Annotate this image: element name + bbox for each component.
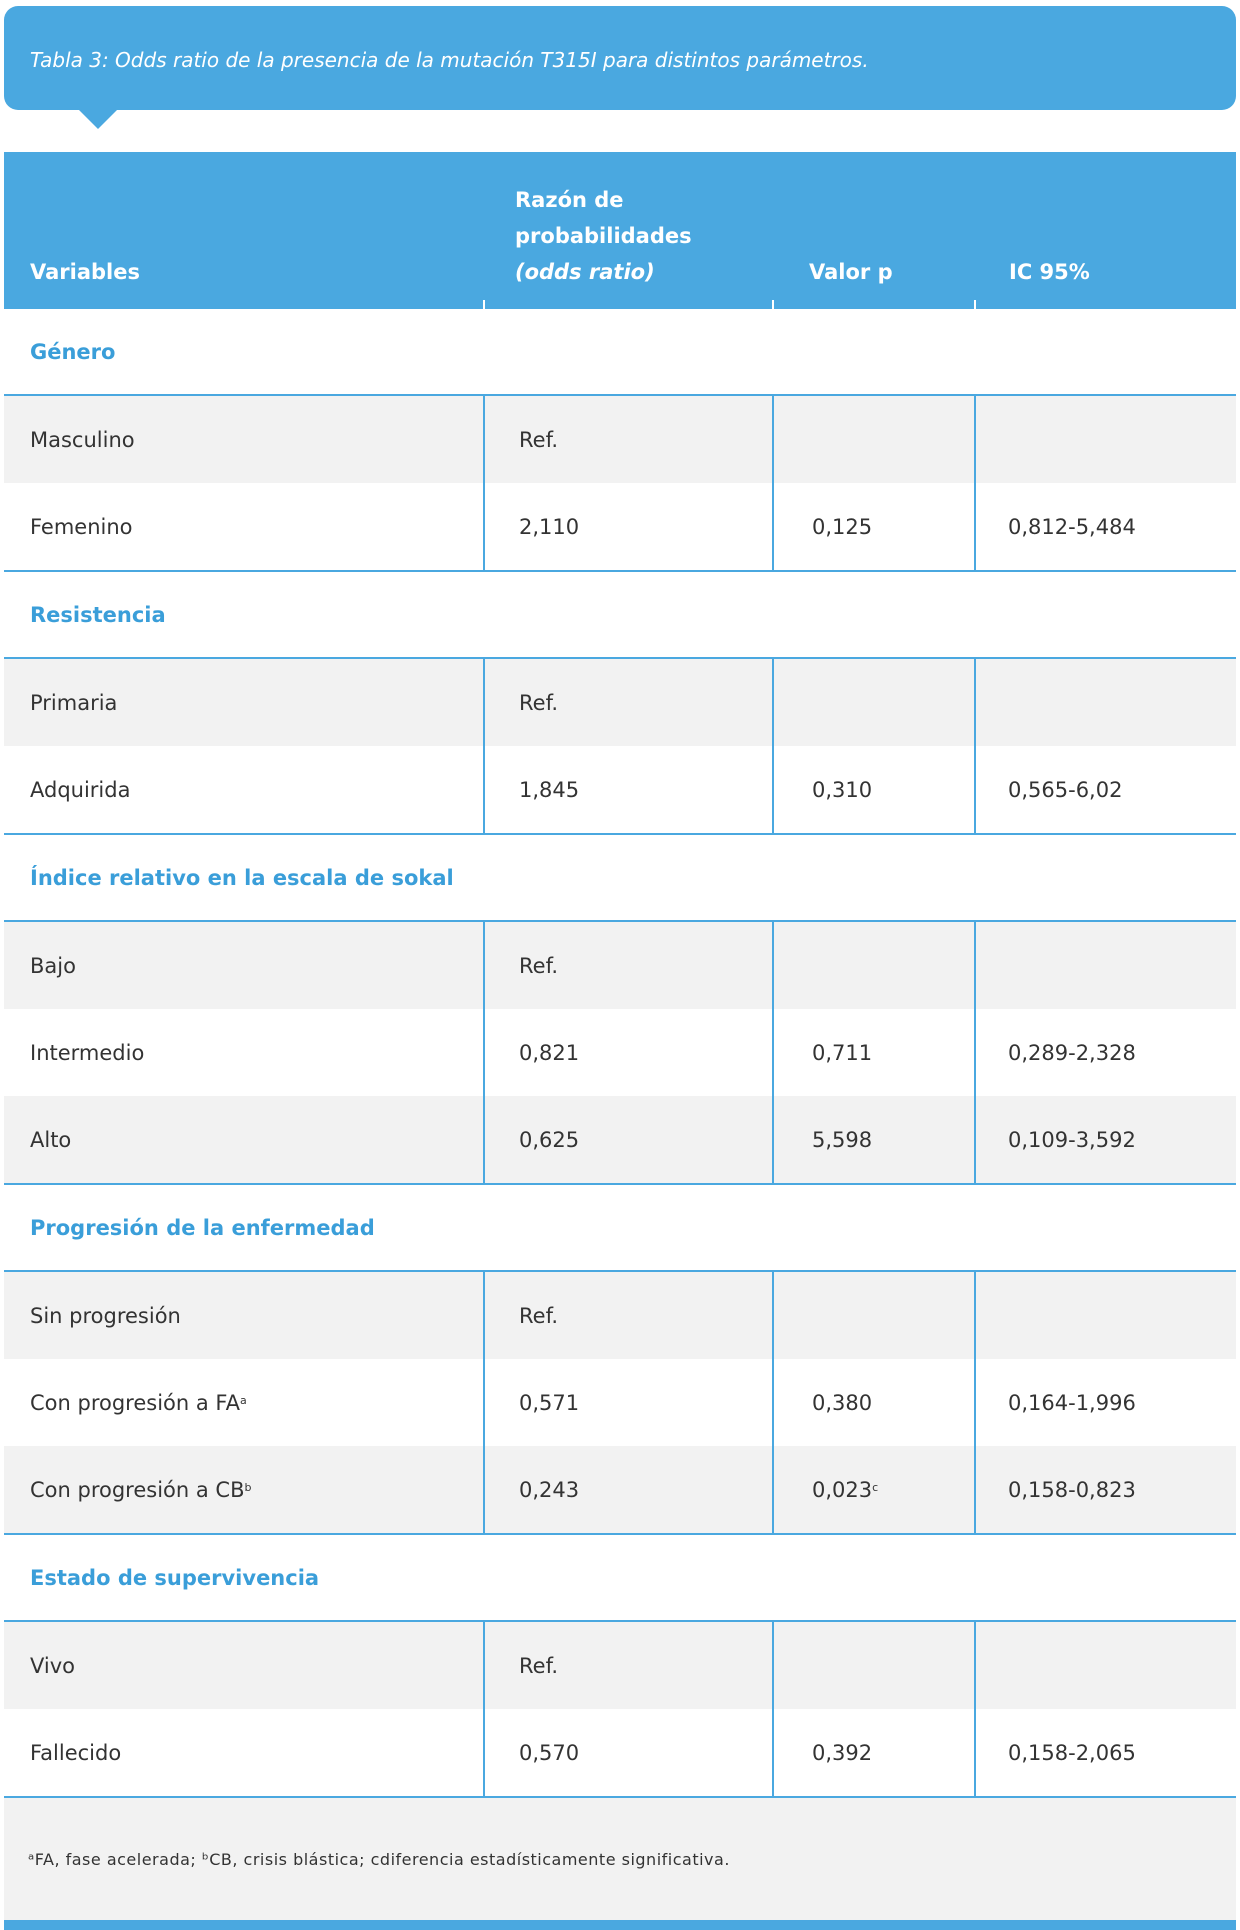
cell-ci: 0,109-3,592 [1008, 1127, 1136, 1152]
caption-pointer [78, 109, 118, 129]
table-row [4, 1009, 1236, 1096]
pvalue-text: 5,598 [812, 1127, 873, 1152]
cell-odds-ratio: Ref. [519, 690, 559, 715]
variable-text: Con progresión a CB [30, 1477, 245, 1502]
bottom-bar [4, 1920, 1236, 1930]
cell-ci: 0,812-5,484 [1008, 514, 1136, 539]
header-pvalue: Valor p [809, 260, 893, 284]
table-header [4, 152, 1236, 309]
variable-text: Adquirida [30, 777, 131, 802]
header-divider [772, 300, 774, 309]
table-body [4, 309, 1236, 1798]
cell-odds-ratio: Ref. [519, 1303, 559, 1328]
column-divider [974, 1272, 976, 1533]
column-divider [974, 922, 976, 1183]
cell-variable [30, 396, 135, 483]
cell-variable [30, 483, 133, 570]
section-header-row [4, 572, 1236, 659]
column-divider [974, 1622, 976, 1796]
column-divider [483, 659, 485, 833]
section-title: Progresión de la enfermedad [30, 1215, 375, 1240]
variable-text: Sin progresión [30, 1303, 181, 1328]
variable-text: Vivo [30, 1653, 76, 1678]
pvalue-text: 0,392 [812, 1740, 873, 1765]
column-divider [483, 1272, 485, 1533]
cell-odds-ratio: 0,821 [519, 1040, 580, 1065]
column-divider [772, 659, 774, 833]
table-row [4, 396, 1236, 483]
header-divider [483, 300, 485, 309]
header-ci: IC 95% [1009, 260, 1090, 284]
cell-odds-ratio: 0,570 [519, 1740, 580, 1765]
table-row [4, 1709, 1236, 1796]
cell-odds-ratio: 0,243 [519, 1477, 580, 1502]
variable-text: Con progresión a FA [30, 1390, 240, 1415]
pvalue-text: 0,380 [812, 1390, 873, 1415]
table-caption: Tabla 3: Odds ratio de la presencia de la mutación T315I para distintos parámetros. [30, 48, 869, 72]
section-group [4, 1622, 1236, 1798]
cell-variable [30, 1272, 181, 1359]
section-title: Estado de supervivencia [30, 1565, 320, 1590]
table-row [4, 1446, 1236, 1533]
pvalue-text: 0,310 [812, 777, 873, 802]
column-divider [772, 396, 774, 570]
table-row [4, 659, 1236, 746]
header-odds-line1: Razón de [515, 188, 624, 212]
section-group [4, 1272, 1236, 1535]
table-row [4, 1096, 1236, 1183]
cell-ci: 0,158-2,065 [1008, 1740, 1136, 1765]
column-divider [974, 396, 976, 570]
table-row [4, 1272, 1236, 1359]
variable-text: Alto [30, 1127, 72, 1152]
cell-variable [30, 1096, 71, 1183]
column-divider [772, 1622, 774, 1796]
section-title: Resistencia [30, 602, 166, 627]
cell-ci: 0,289-2,328 [1008, 1040, 1136, 1065]
table-row [4, 746, 1236, 833]
cell-ci: 0,565-6,02 [1008, 777, 1123, 802]
footnote-text: ᵃFA, fase acelerada; ᵇCB, crisis blástica; cdiferencia estadísticamente significativa. [28, 1850, 730, 1869]
cell-pvalue [812, 483, 872, 570]
table-row [4, 1359, 1236, 1446]
column-divider [974, 659, 976, 833]
cell-odds-ratio: 1,845 [519, 777, 580, 802]
variable-text: Intermedio [30, 1040, 145, 1065]
section-header-row [4, 1535, 1236, 1622]
column-divider [483, 922, 485, 1183]
table-caption-banner [4, 6, 1236, 110]
table-footnote [4, 1798, 1236, 1920]
cell-ci: 0,164-1,996 [1008, 1390, 1136, 1415]
cell-odds-ratio: Ref. [519, 427, 559, 452]
section-group [4, 922, 1236, 1185]
footnote-marker: c [872, 1481, 879, 1494]
header-odds-line3: (odds ratio) [515, 260, 655, 284]
cell-variable [30, 1709, 121, 1796]
cell-odds-ratio: 0,625 [519, 1127, 580, 1152]
cell-pvalue [812, 1446, 878, 1533]
cell-variable [30, 746, 130, 833]
cell-pvalue [812, 1359, 872, 1446]
pvalue-text: 0,125 [812, 514, 873, 539]
cell-variable [30, 922, 76, 1009]
cell-pvalue [812, 1009, 872, 1096]
section-group [4, 659, 1236, 835]
section-title: Índice relativo en la escala de sokal [30, 865, 454, 890]
header-divider [974, 300, 976, 309]
cell-pvalue [812, 746, 872, 833]
section-group [4, 396, 1236, 572]
odds-ratio-table [4, 152, 1236, 1930]
cell-variable [30, 1009, 144, 1096]
cell-pvalue [812, 1709, 872, 1796]
cell-odds-ratio: Ref. [519, 1653, 559, 1678]
section-header-row [4, 309, 1236, 396]
column-divider [483, 396, 485, 570]
footnote-marker: a [239, 1394, 247, 1407]
section-header-row [4, 835, 1236, 922]
section-title: Género [30, 339, 116, 364]
cell-variable [30, 1622, 75, 1709]
variable-text: Femenino [30, 514, 133, 539]
header-odds-line2: probabilidades [515, 224, 692, 248]
footnote-marker: b [244, 1481, 252, 1494]
column-divider [772, 922, 774, 1183]
column-divider [483, 1622, 485, 1796]
cell-odds-ratio: 2,110 [519, 514, 580, 539]
header-odds-ratio [515, 182, 692, 290]
pvalue-text: 0,023 [812, 1477, 873, 1502]
cell-variable [30, 1359, 247, 1446]
variable-text: Primaria [30, 690, 118, 715]
table-row [4, 483, 1236, 570]
cell-pvalue [812, 1096, 872, 1183]
table-row [4, 1622, 1236, 1709]
cell-ci: 0,158-0,823 [1008, 1477, 1136, 1502]
section-header-row [4, 1185, 1236, 1272]
cell-odds-ratio: 0,571 [519, 1390, 580, 1415]
cell-variable [30, 1446, 251, 1533]
variable-text: Fallecido [30, 1740, 122, 1765]
cell-odds-ratio: Ref. [519, 953, 559, 978]
cell-variable [30, 659, 117, 746]
column-divider [772, 1272, 774, 1533]
variable-text: Bajo [30, 953, 76, 978]
table-row [4, 922, 1236, 1009]
header-variables: Variables [30, 260, 140, 284]
variable-text: Masculino [30, 427, 135, 452]
pvalue-text: 0,711 [812, 1040, 873, 1065]
